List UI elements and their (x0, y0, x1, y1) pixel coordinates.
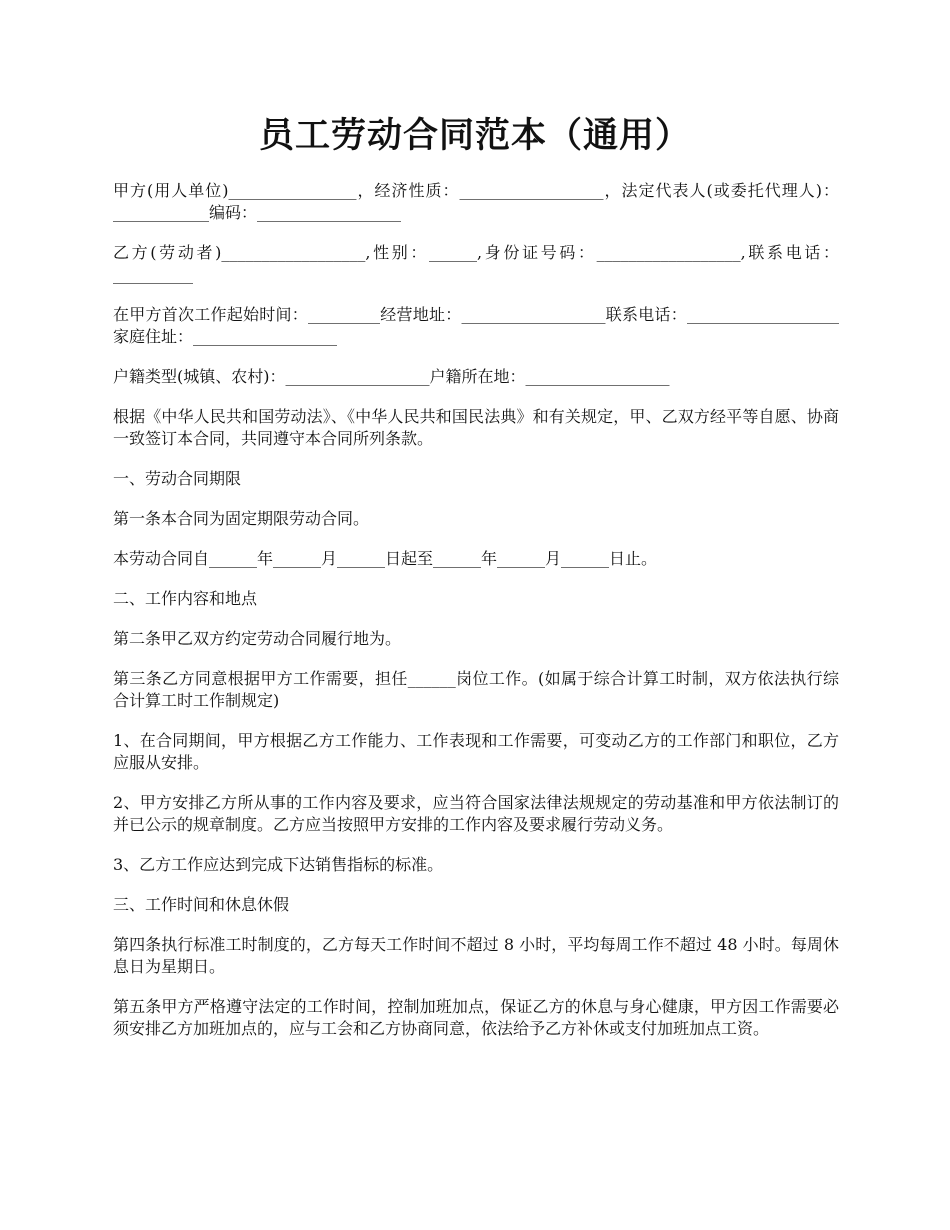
party-a-info: 甲方(用人单位)________________，经济性质：__________________，法定代表人(或委托代理人)：____________编码：__________________ (113, 181, 839, 222)
section-heading: 三、工作时间和休息休假 (113, 895, 290, 914)
clause-paragraph: 第四条执行标准工时制度的，乙方每天工作时间不超过 8 小时，平均每周工作不超过 48 小时。每周休息日为星期日。 (113, 935, 839, 976)
contract-basis-paragraph: 根据《中华人民共和国劳动法》、《中华人民共和国民法典》和有关规定，甲、乙双方经平等自愿、协商一致签订本合同，共同遵守本合同所列条款。 (113, 407, 839, 448)
section-heading: 二、工作内容和地点 (113, 589, 258, 608)
clause-paragraph: 第五条甲方严格遵守法定的工作时间，控制加班加点，保证乙方的休息与身心健康，甲方因工作需要必须安排乙方加班加点的，应与工会和乙方协商同意，依法给予乙方补休或支付加班加点工资。 (113, 997, 839, 1038)
section-heading: 一、劳动合同期限 (113, 469, 242, 488)
clause-paragraph: 第二条甲乙双方约定劳动合同履行地为。 (113, 629, 402, 648)
document-title: 员工劳动合同范本（通用） (258, 116, 691, 156)
list-item: 2、甲方安排乙方所从事的工作内容及要求，应当符合国家法律法规规定的劳动基准和甲方依法制订的并已公示的规章制度。乙方应当按照甲方安排的工作内容及要求履行劳动义务。 (113, 793, 839, 834)
clause-paragraph: 第三条乙方同意根据甲方工作需要，担任______岗位工作。(如属于综合计算工时制，双方依法执行综合计算工时工作制规定) (113, 669, 839, 710)
list-item: 3、乙方工作应达到完成下达销售指标的标准。 (113, 855, 444, 874)
document-body (113, 180, 839, 1058)
household-registration-info: 户籍类型(城镇、农村)：__________________户籍所在地：__________________ (113, 367, 670, 386)
contract-term-paragraph: 本劳动合同自______年______月______日起至______年______月______日止。 (113, 549, 658, 568)
clause-paragraph: 第一条本合同为固定期限劳动合同。 (113, 509, 370, 528)
party-b-info: 乙方(劳动者)__________________,性别：______,身份证号码：__________________,联系电话：__________ (113, 243, 839, 284)
list-item: 1、在合同期间，甲方根据乙方工作能力、工作表现和工作需要，可变动乙方的工作部门和职位，乙方应服从安排。 (113, 731, 839, 772)
employment-start-info: 在甲方首次工作起始时间：_________经营地址：__________________联系电话：___________________家庭住址：__________________ (113, 305, 839, 346)
